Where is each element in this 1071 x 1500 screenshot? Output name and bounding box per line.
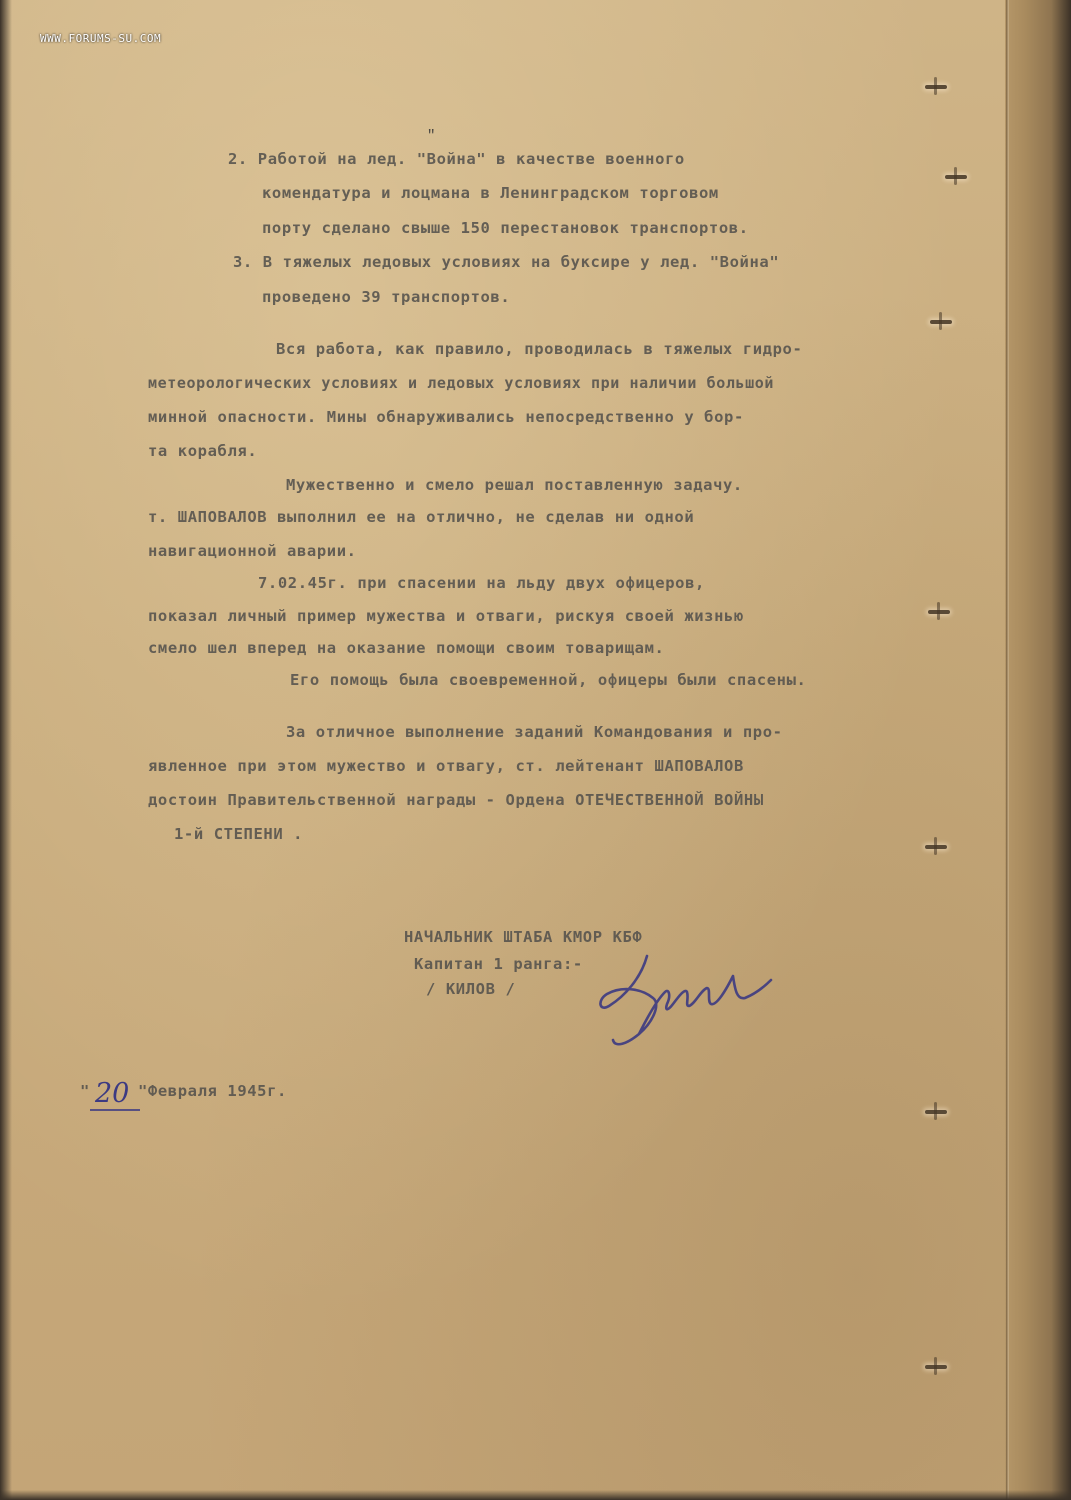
para4-line-2: явленное при этом мужество и отвагу, ст. лейтенант ШАПОВАЛОВ [148,757,744,775]
punch-mark-1 [925,85,947,89]
date-underline [90,1109,140,1111]
item-2-line-2: комендатура и лоцмана в Ленинградском торговом [262,184,719,202]
para4-line-4: 1-й СТЕПЕНИ . [174,825,304,843]
item-2-line-3: порту сделано свыше 150 перестановок транспортов. [262,219,749,237]
para3-line-1: 7.02.45г. при спасении на льду двух офицеров, [258,574,705,592]
punch-mark-4 [928,610,950,614]
date-month-year: "Февраля 1945г. [138,1082,287,1100]
para2-line-3: навигационной аварии. [148,542,357,560]
item-2-line-1: 2. Работой на лед. "Война" в качестве военного [228,150,685,168]
tick-mark: " [427,128,436,144]
punch-mark-6 [925,1110,947,1114]
para4-line-3: достоин Правительственной награды - Ордена ОТЕЧЕСТВЕННОЙ ВОЙНЫ [148,791,764,809]
date-open-quote: " [80,1082,90,1100]
para4-line-1: За отличное выполнение заданий Командования и про- [286,723,783,741]
binding-strip [1005,0,1071,1500]
para1-line-3: минной опасности. Мины обнаруживались непосредственно у бор- [148,408,744,426]
punch-mark-7 [925,1365,947,1369]
para1-line-1: Вся работа, как правило, проводилась в тяжелых гидро- [276,340,803,358]
para1-line-4: та корабля. [148,442,258,460]
date-day-handwritten: 20 [95,1078,130,1109]
para3-line-3: смело шел вперед на оказание помощи своим товарищам. [148,639,665,657]
fold-line [1006,0,1009,1500]
signatory-rank: Капитан 1 ранга:- [414,955,583,973]
para2-line-2: т. ШАПОВАЛОВ выполнил ее на отлично, не сделав ни одной [148,508,695,526]
item-3-line-1: 3. В тяжелых ледовых условиях на буксире у лед. "Война" [233,253,780,271]
para3-line-2: показал личный пример мужества и отваги, рискуя своей жизнью [148,607,744,625]
punch-mark-5 [925,845,947,849]
page-bottom-edge [0,1490,1071,1500]
page-left-edge [0,0,12,1500]
para1-line-2: метеорологических условиях и ледовых условиях при наличии большой [148,374,774,392]
site-watermark: WWW.FORUMS-SU.COM [40,32,162,45]
para2-line-1: Мужественно и смело решал поставленную задачу. [286,476,743,494]
punch-mark-3 [930,320,952,324]
para3-line-4: Его помощь была своевременной, офицеры были спасены. [290,671,807,689]
handwritten-signature [595,948,785,1058]
punch-mark-2 [945,175,967,179]
item-3-line-2: проведено 39 транспортов. [262,288,511,306]
signatory-name: / КИЛОВ / [426,980,516,998]
signatory-title: НАЧАЛЬНИК ШТАБА КМОР КБФ [404,928,643,946]
